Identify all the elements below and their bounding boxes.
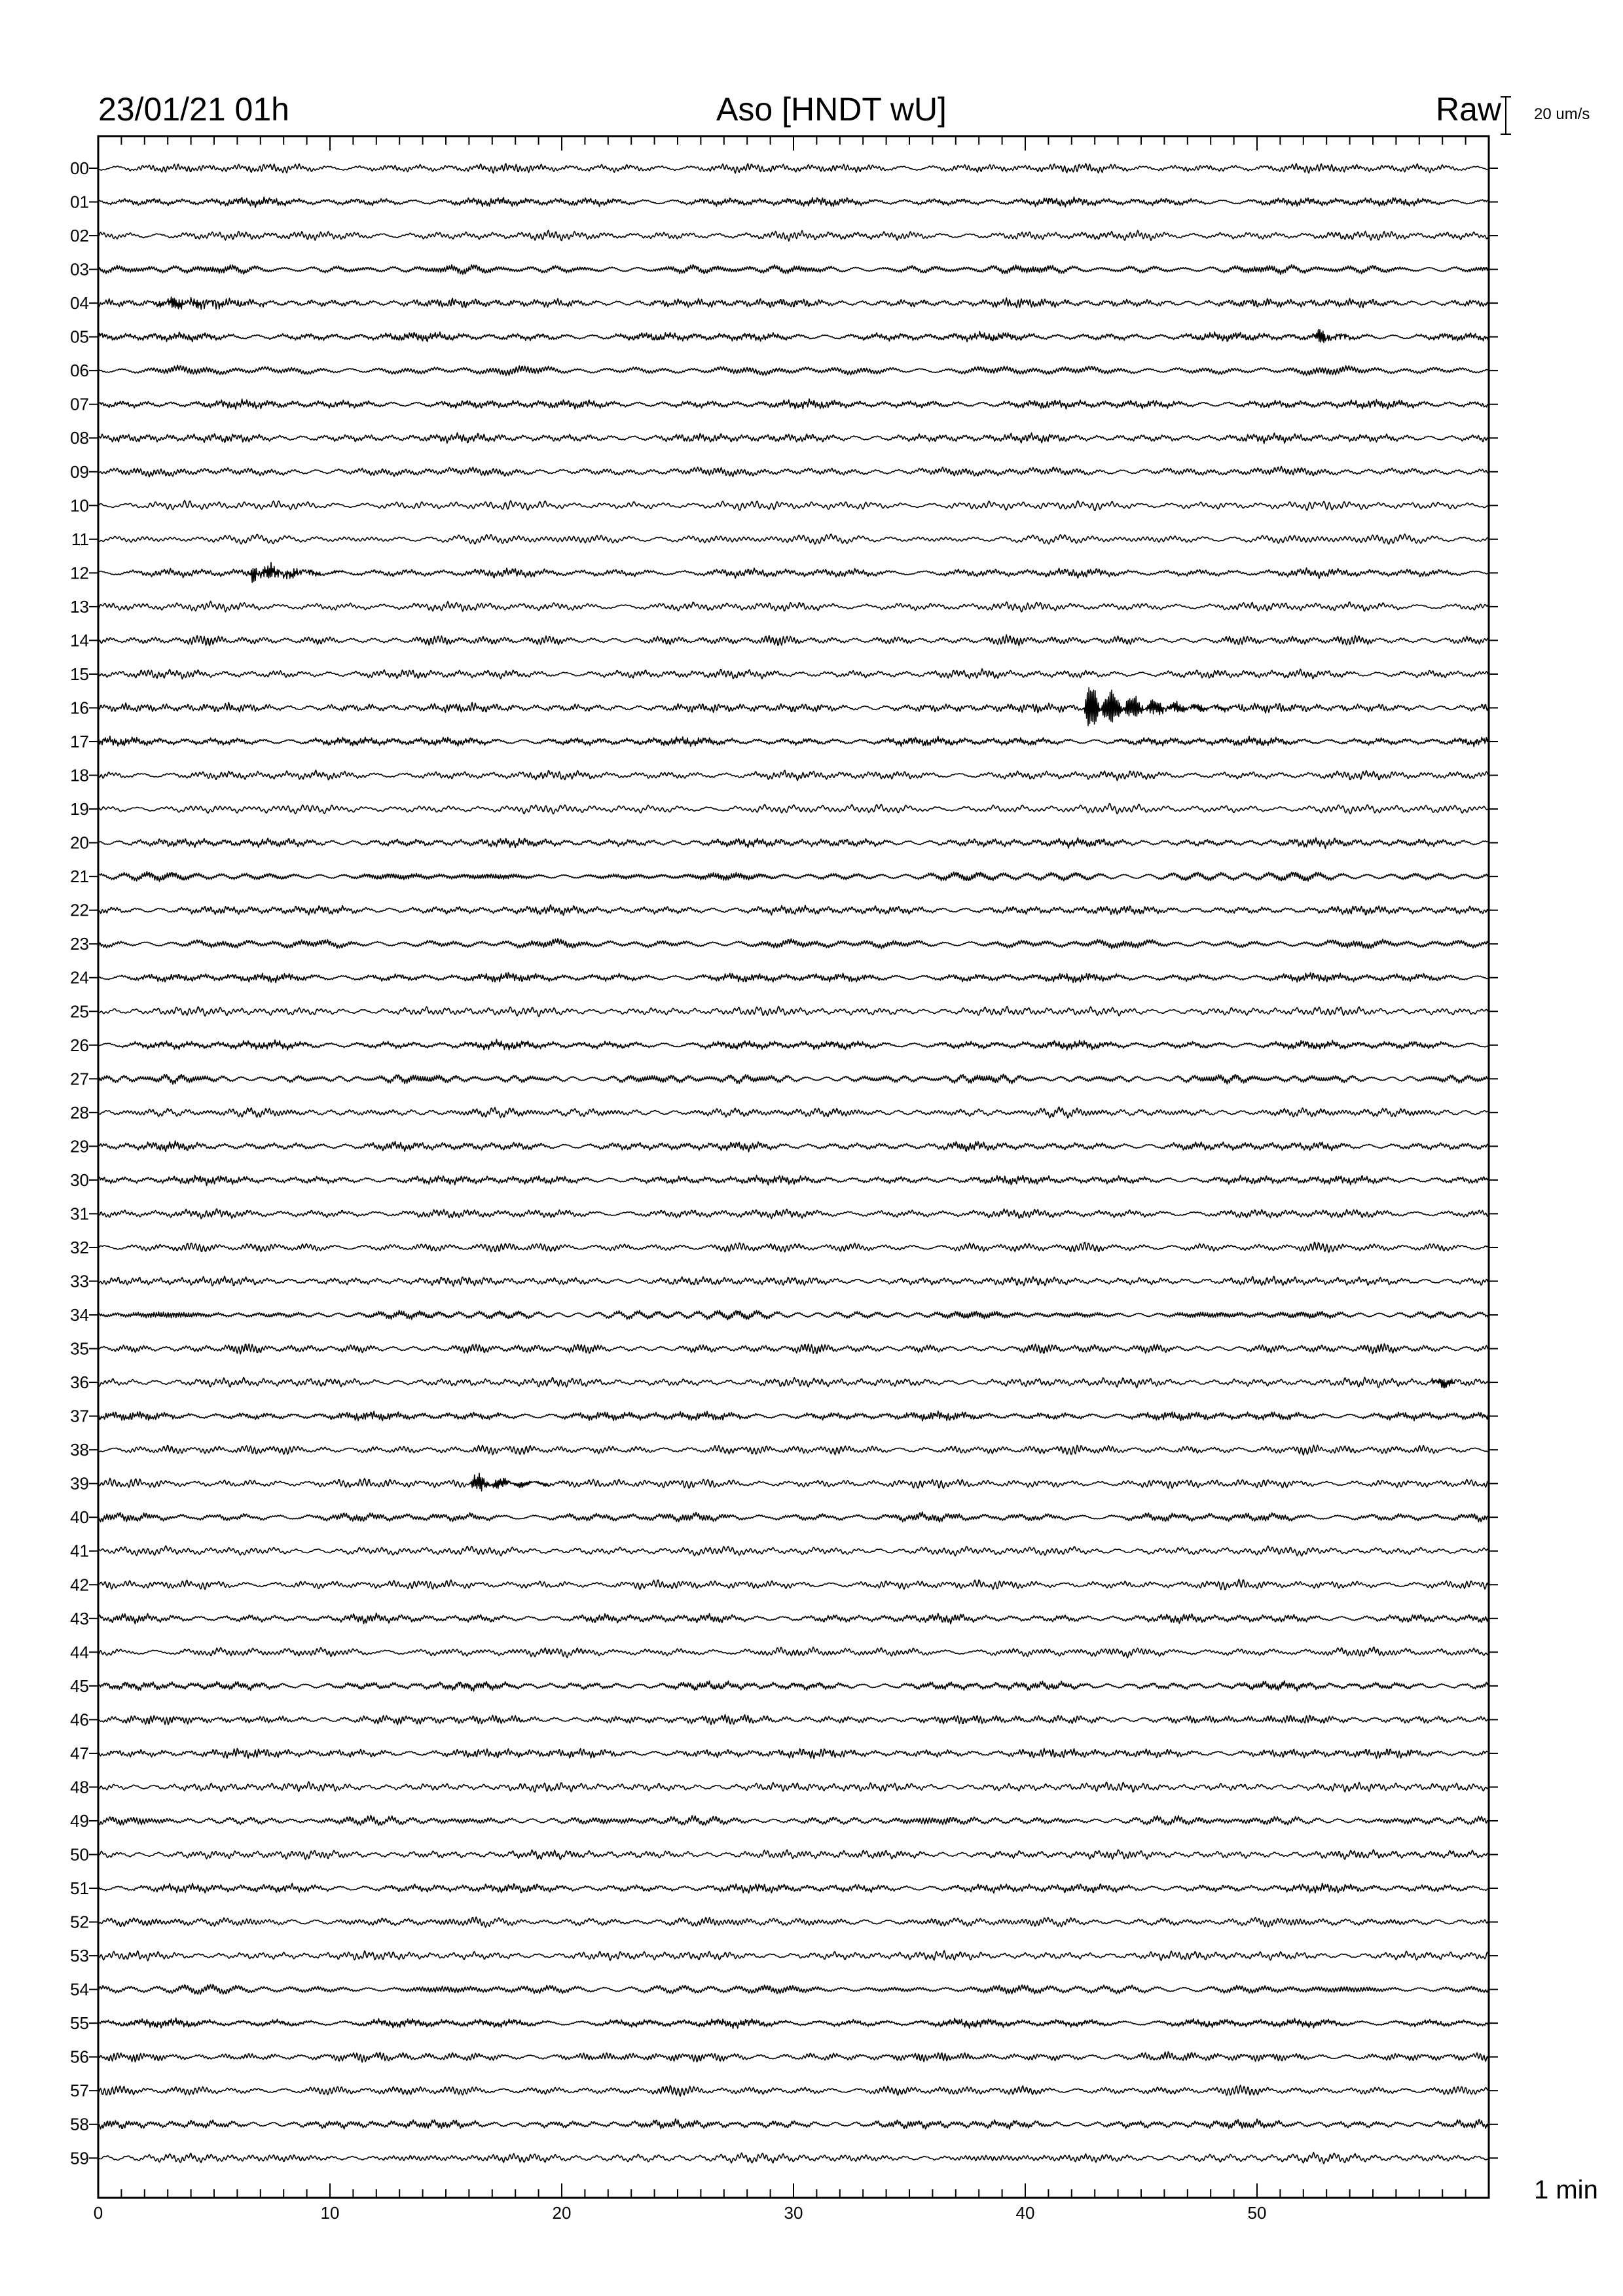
trace-row <box>98 1007 1488 1017</box>
trace-row <box>98 1850 1488 1859</box>
trace-row <box>98 973 1488 983</box>
trace-row <box>98 1748 1488 1759</box>
trace-row <box>98 601 1488 612</box>
trace-row <box>98 467 1488 477</box>
row-label: 57 <box>70 2081 89 2101</box>
trace-row <box>98 1141 1488 1152</box>
row-label: 45 <box>70 1676 89 1696</box>
trace-row <box>98 1681 1488 1691</box>
row-label: 34 <box>70 1305 89 1325</box>
row-label: 29 <box>70 1136 89 1157</box>
trace-row <box>98 1546 1488 1556</box>
trace-row <box>98 1209 1488 1219</box>
trace-row <box>98 1782 1488 1792</box>
x-tick-label: 50 <box>1247 2203 1267 2223</box>
row-label: 06 <box>70 361 89 381</box>
x-tick-label: 30 <box>784 2203 803 2223</box>
x-tick-label: 40 <box>1015 2203 1035 2223</box>
row-label: 21 <box>70 867 89 887</box>
trace-row <box>98 1074 1488 1084</box>
trace-row <box>98 1917 1488 1928</box>
row-label: 55 <box>70 2013 89 2034</box>
row-label: 33 <box>70 1271 89 1291</box>
trace-row <box>98 534 1488 544</box>
trace-row <box>98 1613 1488 1624</box>
row-label: 32 <box>70 1237 89 1257</box>
row-label: 03 <box>70 259 89 279</box>
trace-row <box>98 330 1488 343</box>
row-label: 43 <box>70 1608 89 1628</box>
trace-row <box>98 2085 1488 2096</box>
row-label: 48 <box>70 1777 89 1797</box>
trace-row <box>98 1473 1488 1491</box>
trace-row <box>98 230 1488 242</box>
trace-row <box>98 1512 1488 1522</box>
row-label: 19 <box>70 799 89 819</box>
trace-row <box>98 1579 1488 1590</box>
trace-row <box>98 1175 1488 1186</box>
trace-row <box>98 635 1488 646</box>
trace-row <box>98 264 1488 274</box>
row-label: 39 <box>70 1473 89 1494</box>
trace-row <box>98 2018 1488 2028</box>
row-label: 10 <box>70 495 89 516</box>
row-label: 26 <box>70 1035 89 1055</box>
row-label: 08 <box>70 428 89 448</box>
trace-row <box>98 433 1488 443</box>
trace-row <box>98 1647 1488 1659</box>
row-label: 50 <box>70 1844 89 1865</box>
trace-row <box>98 1242 1488 1253</box>
trace-row <box>98 2052 1488 2062</box>
row-label: 17 <box>70 732 89 752</box>
seismogram-traces <box>89 164 1498 2164</box>
row-label: 35 <box>70 1338 89 1359</box>
trace-row <box>98 1107 1488 1118</box>
trace-row <box>98 1276 1488 1286</box>
trace-row <box>98 297 1488 310</box>
row-label: 02 <box>70 226 89 246</box>
row-label: 09 <box>70 461 89 482</box>
trace-row <box>98 872 1488 882</box>
row-label: 47 <box>70 1743 89 1763</box>
row-label: 49 <box>70 1810 89 1831</box>
row-label: 12 <box>70 563 89 583</box>
row-label: 24 <box>70 967 89 988</box>
row-label: 11 <box>71 529 89 549</box>
row-label: 36 <box>70 1372 89 1393</box>
row-label: 28 <box>70 1102 89 1122</box>
trace-row <box>98 939 1488 949</box>
row-label: 46 <box>70 1710 89 1730</box>
row-label: 30 <box>70 1170 89 1190</box>
row-label: 07 <box>70 394 89 414</box>
row-label: 22 <box>70 900 89 920</box>
row-label: 15 <box>70 664 89 684</box>
row-label: 25 <box>70 1001 89 1022</box>
trace-row <box>98 1950 1488 1961</box>
trace-row <box>98 1377 1488 1388</box>
row-label: 27 <box>70 1069 89 1089</box>
trace-row <box>98 501 1488 511</box>
mode-label: Raw <box>1435 91 1501 128</box>
trace-row <box>98 399 1488 409</box>
row-label: 52 <box>70 1912 89 1932</box>
trace-row <box>98 1715 1488 1725</box>
trace-row <box>98 164 1488 173</box>
row-label: 23 <box>70 934 89 954</box>
row-label: 59 <box>70 2148 89 2168</box>
x-tick-label: 0 <box>93 2203 103 2223</box>
scale-bar-label: 20 um/s <box>1534 105 1590 123</box>
row-label: 20 <box>70 833 89 853</box>
trace-row <box>98 1883 1488 1893</box>
row-labels <box>70 158 89 2168</box>
date-hour-label: 23/01/21 01h <box>98 91 289 128</box>
row-label: 56 <box>70 2047 89 2067</box>
trace-row <box>98 1039 1488 1050</box>
trace-row <box>98 838 1488 848</box>
trace-row <box>98 2153 1488 2164</box>
trace-row <box>98 197 1488 207</box>
row-label: 01 <box>70 192 89 212</box>
trace-row <box>98 1344 1488 1354</box>
trace-row <box>98 1411 1488 1421</box>
row-label: 38 <box>70 1440 89 1460</box>
row-label: 00 <box>70 158 89 178</box>
row-label: 05 <box>70 327 89 347</box>
trace-row <box>98 804 1488 814</box>
row-label: 42 <box>70 1575 89 1595</box>
row-label: 04 <box>70 293 89 314</box>
trace-row <box>98 669 1488 679</box>
row-label: 40 <box>70 1507 89 1528</box>
trace-row <box>98 1445 1488 1455</box>
trace-row <box>98 365 1488 376</box>
trace-row <box>98 1310 1488 1320</box>
row-label: 44 <box>70 1642 89 1662</box>
row-label: 51 <box>70 1878 89 1899</box>
x-tick-label: 20 <box>552 2203 572 2223</box>
x-tick-label: 10 <box>320 2203 340 2223</box>
scale-bar-icon <box>1501 97 1511 134</box>
x-axis-unit-label: 1 min <box>1534 2176 1598 2204</box>
trace-row <box>98 1816 1488 1825</box>
trace-row <box>98 770 1488 781</box>
trace-row <box>98 736 1488 747</box>
row-label: 31 <box>70 1204 89 1224</box>
row-label: 13 <box>70 596 89 617</box>
row-label: 18 <box>70 765 89 785</box>
station-title: Aso [HNDT wU] <box>716 91 947 128</box>
row-label: 14 <box>70 630 89 651</box>
trace-row <box>98 2119 1488 2129</box>
row-label: 16 <box>70 698 89 718</box>
row-label: 37 <box>70 1406 89 1426</box>
trace-row <box>98 562 1488 583</box>
trace-row <box>98 905 1488 915</box>
row-label: 54 <box>70 1979 89 2000</box>
row-label: 53 <box>70 1946 89 1966</box>
row-label: 41 <box>70 1541 89 1561</box>
row-label: 58 <box>70 2114 89 2134</box>
trace-row <box>98 1984 1488 1994</box>
trace-row <box>98 688 1488 726</box>
